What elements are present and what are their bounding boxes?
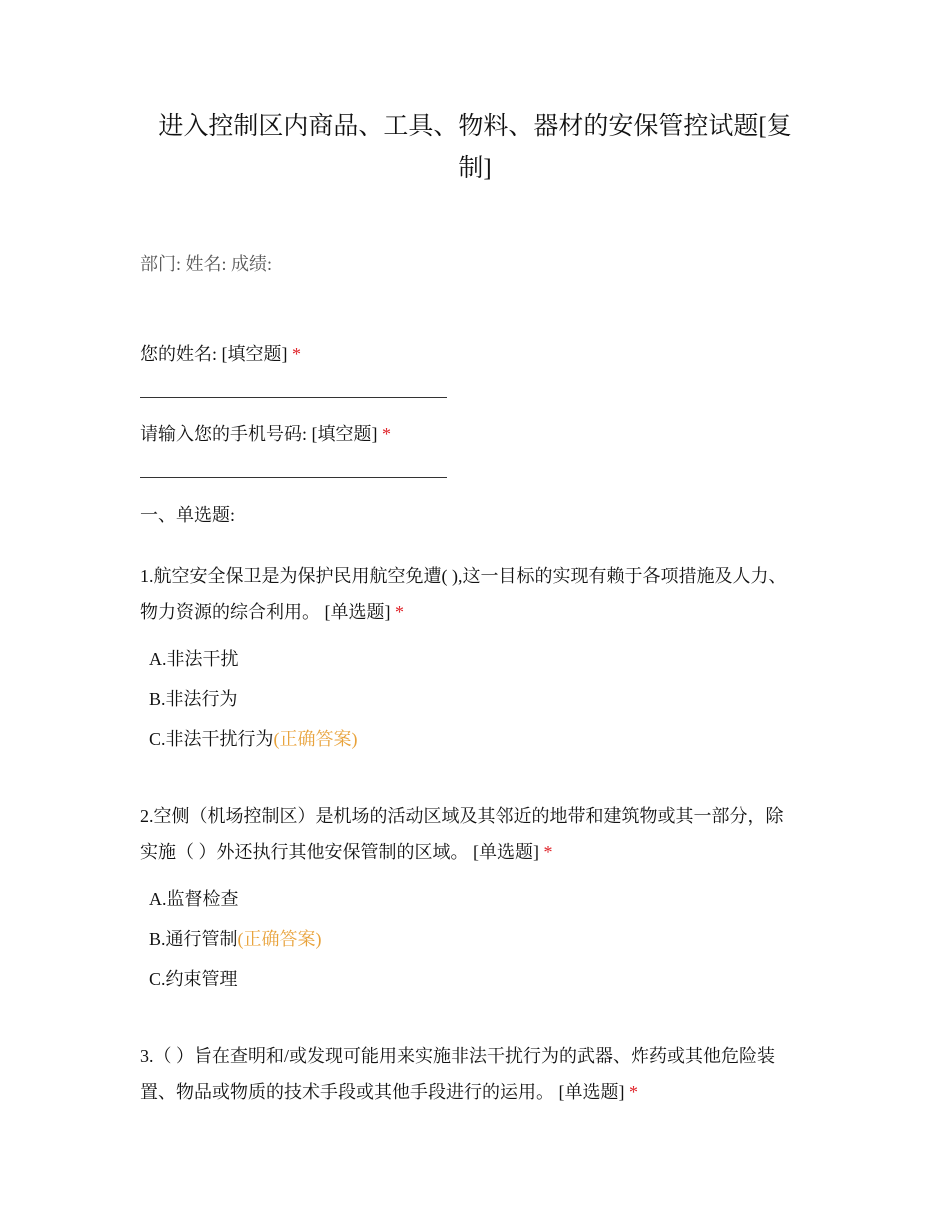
question-1-line1: 1.航空安全保卫是为保护民用航空免遭( ),这一目标的实现有赖于各项措施及人力、 — [140, 566, 787, 586]
option-text: C.非法干扰行为 — [149, 729, 274, 749]
required-mark: * — [292, 344, 302, 364]
question-1-line2 — [140, 599, 404, 625]
meta-info: 部门: 姓名: 成绩: — [140, 254, 273, 274]
field-phone-label — [140, 421, 391, 447]
question-type: [单选题] — [473, 842, 539, 862]
section-heading: 一、单选题: — [140, 505, 236, 525]
question-type: [单选题] — [324, 602, 391, 622]
correct-answer-tag: (正确答案) — [237, 929, 322, 949]
option-text: B.通行管制 — [149, 929, 238, 949]
required-mark: * — [543, 842, 553, 862]
name-answer-line[interactable] — [140, 397, 447, 398]
option-2a: A.监督检查 — [149, 889, 239, 909]
option-2c: C.约束管理 — [149, 969, 238, 989]
field-name-label — [140, 341, 301, 367]
question-type: [单选题] — [558, 1082, 625, 1102]
phone-answer-line[interactable] — [140, 477, 447, 478]
field-type: [填空题] — [311, 424, 378, 444]
question-2-line1: 2.空侧（机场控制区）是机场的活动区域及其邻近的地带和建筑物或其一部分，除 — [140, 806, 784, 826]
required-mark: * — [382, 424, 392, 444]
question-3-line1: 3.（ ）旨在查明和/或发现可能用来实施非法干扰行为的武器、炸药或其他危险装 — [140, 1046, 775, 1066]
field-label: 请输入您的手机号码: — [140, 424, 308, 444]
question-2-line2 — [140, 839, 553, 865]
option-1c — [149, 726, 358, 752]
option-2b — [149, 926, 322, 952]
field-type: [填空题] — [221, 344, 288, 364]
required-mark: * — [395, 602, 404, 622]
correct-answer-tag: (正确答案) — [273, 729, 358, 749]
question-text: 置、物品或物质的技术手段或其他手段进行的运用。 — [140, 1082, 554, 1102]
page-title-line1: 进入控制区内商品、工具、物料、器材的安保管控试题[复 — [158, 113, 792, 140]
question-text: 实施（ ）外还执行其他安保管制的区域。 — [140, 842, 469, 862]
question-text: 物力资源的综合利用。 — [140, 602, 320, 622]
page-title-line2: 制] — [458, 155, 492, 182]
required-mark: * — [629, 1082, 638, 1102]
question-3-line2 — [140, 1079, 638, 1105]
option-1b: B.非法行为 — [149, 689, 238, 709]
field-label: 您的姓名: — [140, 344, 218, 364]
option-1a: A.非法干扰 — [149, 649, 239, 669]
